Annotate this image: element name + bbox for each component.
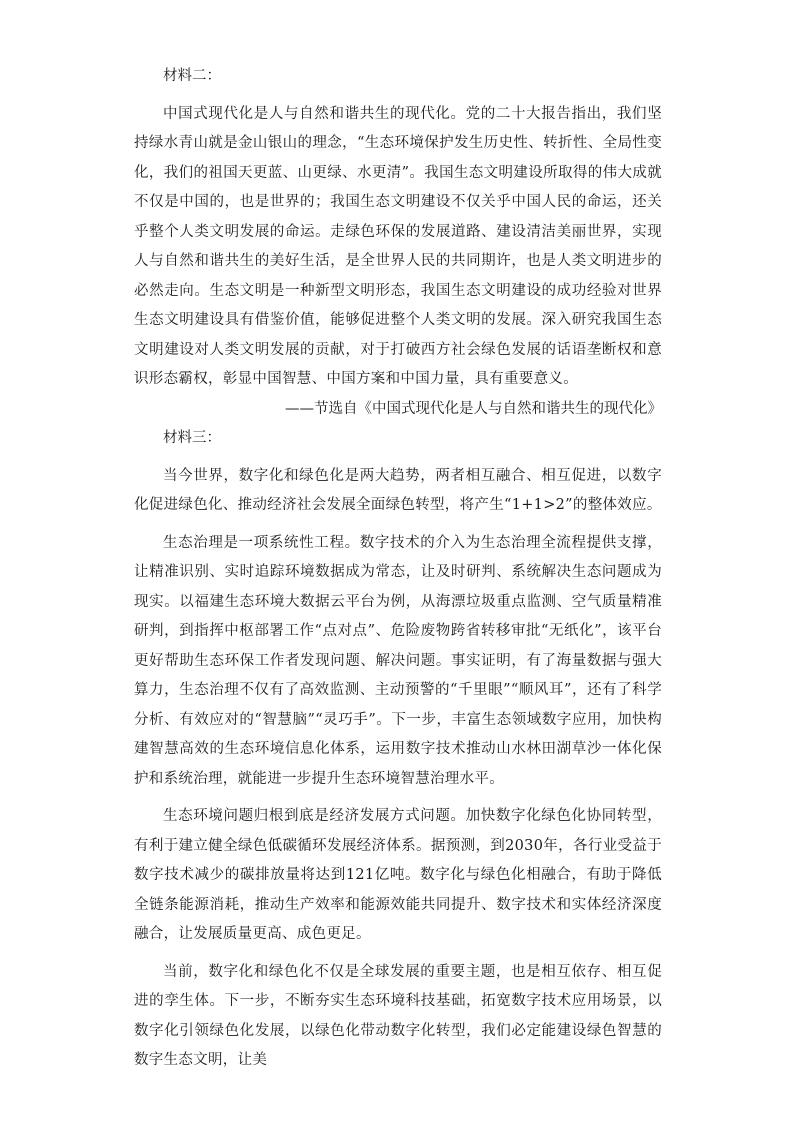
document-page: [134, 62, 662, 1076]
spacer: [134, 950, 662, 958]
material-2-source: ——节选自《中国式现代化是人与自然和谐共生的现代化》: [285, 400, 662, 417]
spacer: [134, 92, 662, 100]
spacer: [134, 794, 662, 802]
material-3-paragraph-2: 生态治理是一项系统性工程。数字技术的介入为生态治理全流程提供支撑，让精准识别、实时追踪环境数据成为常态，让及时研判、系统解决生态问题成为现实。以福建生态环境大数据云平台为例，从海漂垃圾重点监测、空气质量精准研判，到指挥中枢部署工作“点对点”、危险废物跨省转移审批“无纸化”，该平台更好帮助生态环保工作者发现问题、解决问题。事实证明，有了海量数据与强大算力，生态治理不仅有了高效监测、主动预警的“千里眼”“顺风耳”，还有了科学分析、有效应对的“智慧脑”“灵巧手”。下一步，丰富生态领域数字应用，加快构建智慧高效的生态环境信息化体系，运用数字技术推动山水林田湖草沙一体化保护和系统治理，就能进一步提升生态环境智慧治理水平。: [134, 534, 662, 787]
material-2-heading: 材料二：: [163, 68, 221, 84]
spacer: [134, 521, 662, 529]
material-3-paragraph-3: 生态环境问题归根到底是经济发展方式问题。加快数字化绿色化协同转型，有利于建立健全绿色低碳循环发展经济体系。据预测，到2030年，各行业受益于数字技术减少的碳排放量将达到121亿吨。数字化与绿色化相融合，有助于降低全链条能源消耗，推动生产效率和能源效能共同提升、数字技术和实体经济深度融合，让发展质量更高、成色更足。: [134, 808, 662, 942]
material-3-paragraph-4: 当前，数字化和绿色化不仅是全球发展的重要主题，也是相互依存、相互促进的孪生体。下一步，不断夯实生态环境科技基础，拓宽数字技术应用场景，以数字化引领绿色化发展，以绿色化带动数字化转型，我们必定能建设绿色智慧的数字生态文明，让美: [134, 963, 662, 1068]
material-3-heading: 材料三：: [163, 430, 221, 446]
material-2-paragraph: 中国式现代化是人与自然和谐共生的现代化。党的二十大报告指出，我们坚持绿水青山就是金山银山的理念，“生态环境保护发生历史性、转折性、全局性变化，我们的祖国天更蓝、山更绿、水更清”。我国生态文明建设所取得的伟大成就不仅是中国的，也是世界的；我国生态文明建设不仅关乎中国人民的命运，还关乎整个人类文明发展的命运。走绿色环保的发展道路、建设清洁美丽世界，实现人与自然和谐共生的美好生活，是全世界人民的共同期许，也是人类文明进步的必然走向。生态文明是一种新型文明形态，我国生态文明建设的成功经验对世界生态文明建设具有借鉴价值，能够促进整个人类文明的发展。深入研究我国生态文明建设对人类文明发展的贡献，对于打破西方社会绿色发展的话语垄断权和意识形态霸权，彰显中国智慧、中国方案和中国力量，具有重要意义。: [134, 105, 662, 387]
spacer: [134, 454, 662, 462]
material-3-paragraph-1: 当今世界，数字化和绿色化是两大趋势，两者相互融合、相互促进，以数字化促进绿色化、推动经济社会发展全面绿色转型，将产生“1+1>2”的整体效应。: [134, 467, 662, 513]
